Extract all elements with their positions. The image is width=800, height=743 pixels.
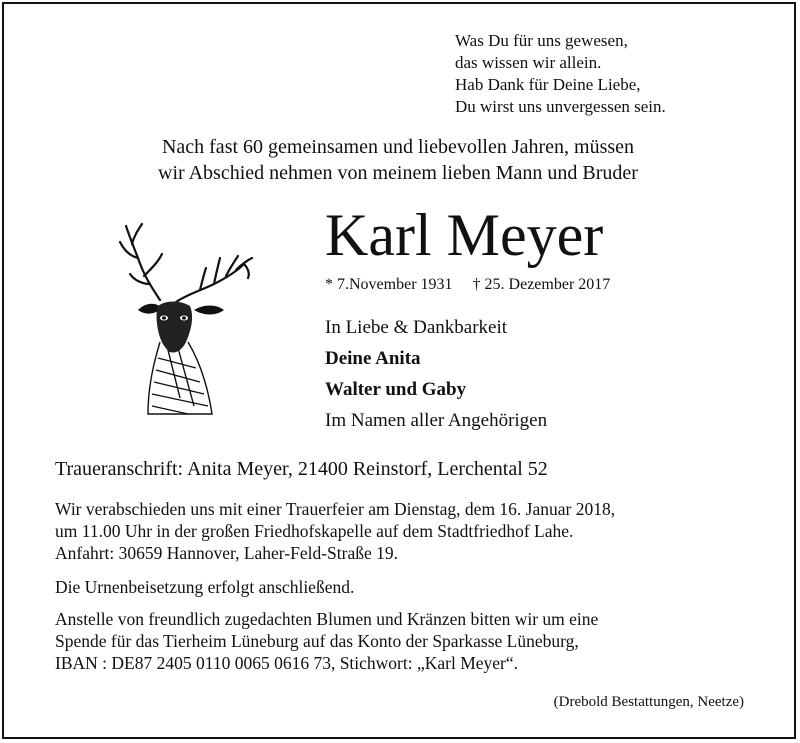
stag-head-icon bbox=[108, 218, 258, 428]
intro-line: Nach fast 60 gemeinsamen und liebevollen Jahren, müssen bbox=[161, 136, 635, 158]
mourning-address: Traueranschrift: Anita Meyer, 21400 Reinstorf, Lerchental 52 bbox=[55, 458, 548, 480]
signer-line: Deine Anita bbox=[325, 348, 421, 369]
funeral-line: um 11.00 Uhr in der großen Friedhofskapelle auf dem Stadtfriedhof Lahe. bbox=[55, 521, 574, 541]
poem-line: Was Du für uns gewesen, bbox=[455, 31, 628, 50]
signer-line: Im Namen aller Angehörigen bbox=[325, 410, 548, 431]
donation-line: IBAN : DE87 2405 0110 0065 0616 73, Stichwort: „Karl Meyer“. bbox=[55, 653, 519, 673]
poem bbox=[455, 30, 666, 118]
poem-line: Hab Dank für Deine Liebe, bbox=[455, 75, 641, 94]
death-date: † 25. Dezember 2017 bbox=[472, 276, 611, 293]
funeral-line: Wir verabschieden uns mit einer Trauerfeier am Dienstag, dem 16. Januar 2018, bbox=[55, 499, 616, 519]
deceased-name: Karl Meyer bbox=[325, 202, 604, 268]
undertaker-credit: (Drebold Bestattungen, Neetze) bbox=[553, 694, 744, 710]
intro-line: wir Abschied nehmen von meinem lieben Mann und Bruder bbox=[158, 162, 638, 184]
donation-line: Anstelle von freundlich zugedachten Blumen und Kränzen bitten wir um eine bbox=[55, 609, 599, 629]
funeral-line: Anfahrt: 30659 Hannover, Laher-Feld-Straße 19. bbox=[55, 543, 399, 563]
funeral-info bbox=[55, 498, 615, 564]
burial-info: Die Urnenbeisetzung erfolgt anschließend. bbox=[55, 577, 355, 597]
signer-line: In Liebe & Dankbarkeit bbox=[325, 317, 508, 338]
donation-info bbox=[55, 608, 598, 674]
signer-line: Walter und Gaby bbox=[325, 379, 467, 400]
poem-line: Du wirst uns unvergessen sein. bbox=[455, 97, 666, 116]
life-dates bbox=[325, 276, 610, 294]
poem-line: das wissen wir allein. bbox=[455, 53, 602, 72]
donation-line: Spende für das Tierheim Lüneburg auf das Konto der Sparkasse Lüneburg, bbox=[55, 631, 579, 651]
signers bbox=[325, 312, 547, 436]
birth-date: * 7.November 1931 bbox=[325, 276, 453, 293]
intro-text bbox=[0, 134, 796, 186]
